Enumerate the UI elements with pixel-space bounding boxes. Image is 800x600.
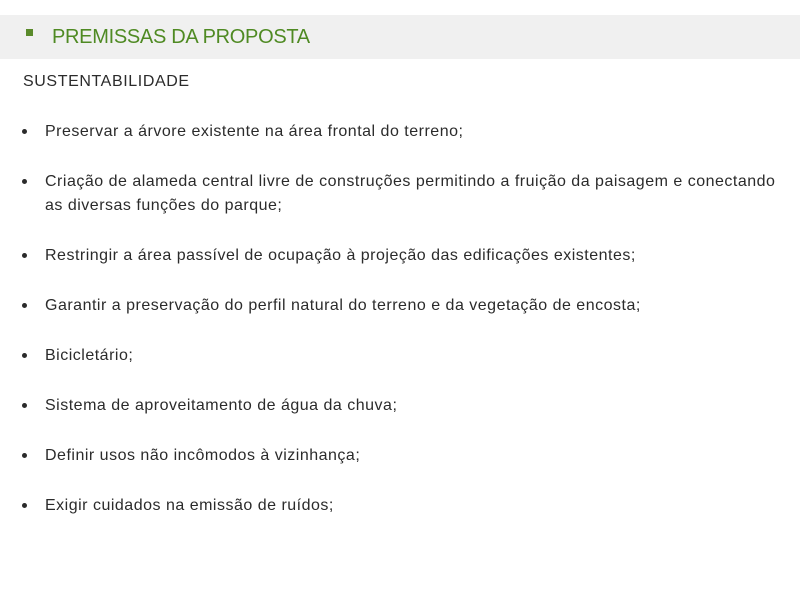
page-title: PREMISSAS DA PROPOSTA <box>52 26 310 48</box>
bullet-dot-icon <box>22 503 27 508</box>
square-bullet-icon <box>26 29 33 36</box>
section-title: SUSTENTABILIDADE <box>23 73 190 90</box>
list-item <box>22 120 782 144</box>
bullet-dot-icon <box>22 253 27 258</box>
list-item-text: Exigir cuidados na emissão de ruídos; <box>45 497 334 514</box>
list-item-text: Bicicletário; <box>45 347 134 364</box>
bullet-list <box>22 120 782 544</box>
bullet-dot-icon <box>22 179 27 184</box>
bullet-dot-icon <box>22 129 27 134</box>
header-band <box>0 15 800 59</box>
list-item-text: Sistema de aproveitamento de água da chuva; <box>45 397 398 414</box>
list-item <box>22 294 782 318</box>
bullet-dot-icon <box>22 303 27 308</box>
list-item-text: Garantir a preservação do perfil natural do terreno e da vegetação de encosta; <box>45 297 641 314</box>
list-item-text: Criação de alameda central livre de construções permitindo a fruição da paisagem e conectando as diversas funções do parque; <box>45 173 776 214</box>
bullet-dot-icon <box>22 403 27 408</box>
list-item <box>22 394 782 418</box>
list-item-text: Preservar a árvore existente na área frontal do terreno; <box>45 123 464 140</box>
bullet-dot-icon <box>22 453 27 458</box>
list-item <box>22 170 782 218</box>
list-item-text: Restringir a área passível de ocupação à projeção das edificações existentes; <box>45 247 636 264</box>
list-item-text: Definir usos não incômodos à vizinhança; <box>45 447 361 464</box>
bullet-dot-icon <box>22 353 27 358</box>
list-item <box>22 494 782 518</box>
list-item <box>22 244 782 268</box>
list-item <box>22 444 782 468</box>
list-item <box>22 344 782 368</box>
